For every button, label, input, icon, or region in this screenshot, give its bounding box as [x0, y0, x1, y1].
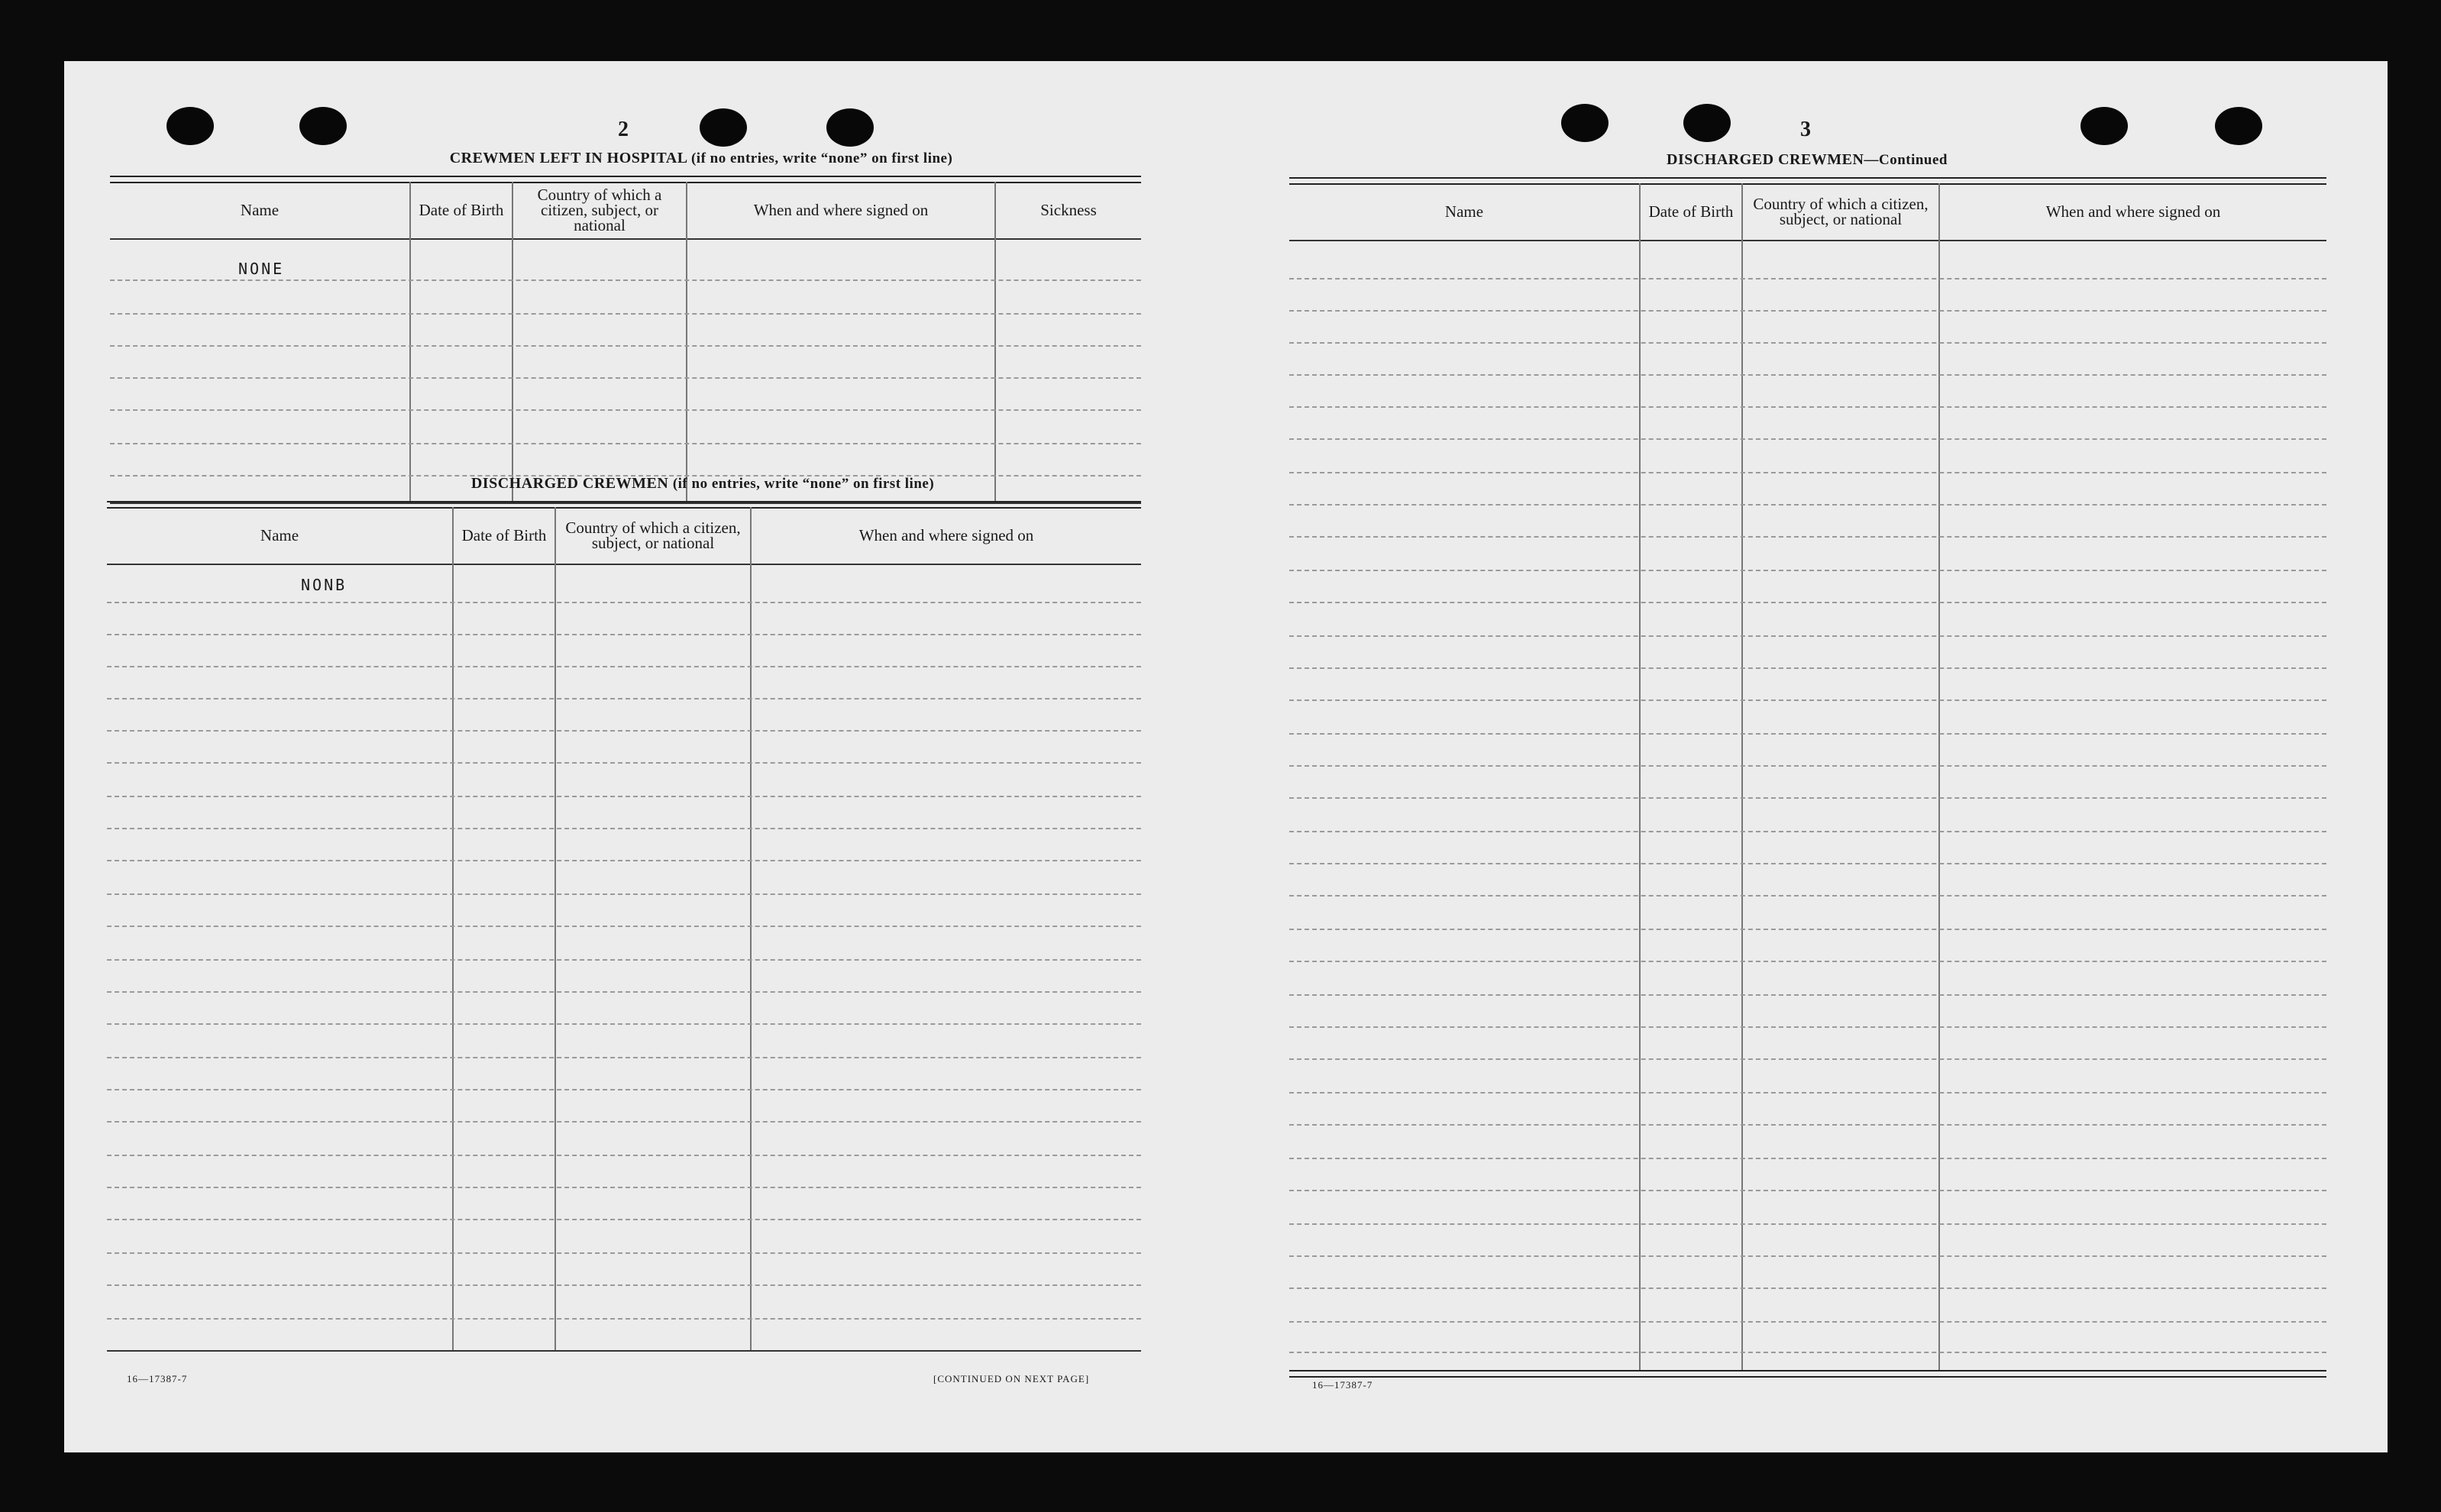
discharged-continued-main: DISCHARGED CREWMEN — [1667, 151, 1864, 168]
manifest-sheet — [64, 61, 2388, 1452]
punch-hole — [167, 107, 214, 145]
header-date-of-birth: Date of Birth — [419, 201, 504, 219]
punch-hole — [2081, 107, 2128, 145]
header-signed-on: When and where signed on — [858, 526, 1034, 544]
header-signed-on: When and where signed on — [753, 201, 929, 219]
header-country: Country of which a citizen, subject, or national — [565, 519, 741, 552]
punch-hole — [700, 108, 747, 147]
continued-suffix: —Continued — [1864, 152, 1948, 168]
hospital-note: (if no entries, write “none” on first line) — [690, 150, 953, 166]
form-number-right: 16—17387-7 — [1312, 1379, 1373, 1391]
punch-hole — [826, 108, 874, 147]
page-number-left: 2 — [618, 118, 629, 141]
discharged-continued-table — [1289, 177, 2326, 1378]
continued-note: [CONTINUED ON NEXT PAGE] — [933, 1373, 1090, 1384]
punch-hole — [1683, 104, 1731, 142]
discharged-continued-title — [1667, 151, 1948, 169]
hospital-title: CREWMEN LEFT IN HOSPITAL — [449, 150, 687, 166]
header-date-of-birth: Date of Birth — [461, 526, 547, 544]
punch-hole — [1561, 104, 1608, 142]
punch-hole — [2215, 107, 2262, 145]
hospital-entry-name: NONE — [238, 260, 285, 278]
header-signed-on: When and where signed on — [2045, 202, 2221, 221]
header-name: Name — [240, 201, 280, 219]
header-country: Country of which a citizen, subject, or national — [537, 186, 662, 234]
header-name: Name — [1444, 202, 1484, 221]
header-name: Name — [260, 526, 299, 544]
discharged-note: (if no entries, write “none” on first line) — [672, 476, 935, 492]
form-number-left: 16—17387-7 — [127, 1373, 188, 1384]
header-sickness: Sickness — [1040, 201, 1097, 219]
discharged-section-title — [471, 475, 934, 493]
hospital-table — [110, 176, 1141, 512]
page-number-right: 3 — [1800, 118, 1811, 141]
discharged-table — [107, 501, 1141, 1356]
header-country: Country of which a citizen, subject, or national — [1753, 195, 1929, 228]
discharged-title: DISCHARGED CREWMEN — [470, 475, 669, 492]
punch-hole — [299, 107, 347, 145]
header-date-of-birth: Date of Birth — [1648, 202, 1734, 221]
discharged-entry-name: NONB — [301, 576, 348, 594]
hospital-section-title — [450, 150, 953, 167]
